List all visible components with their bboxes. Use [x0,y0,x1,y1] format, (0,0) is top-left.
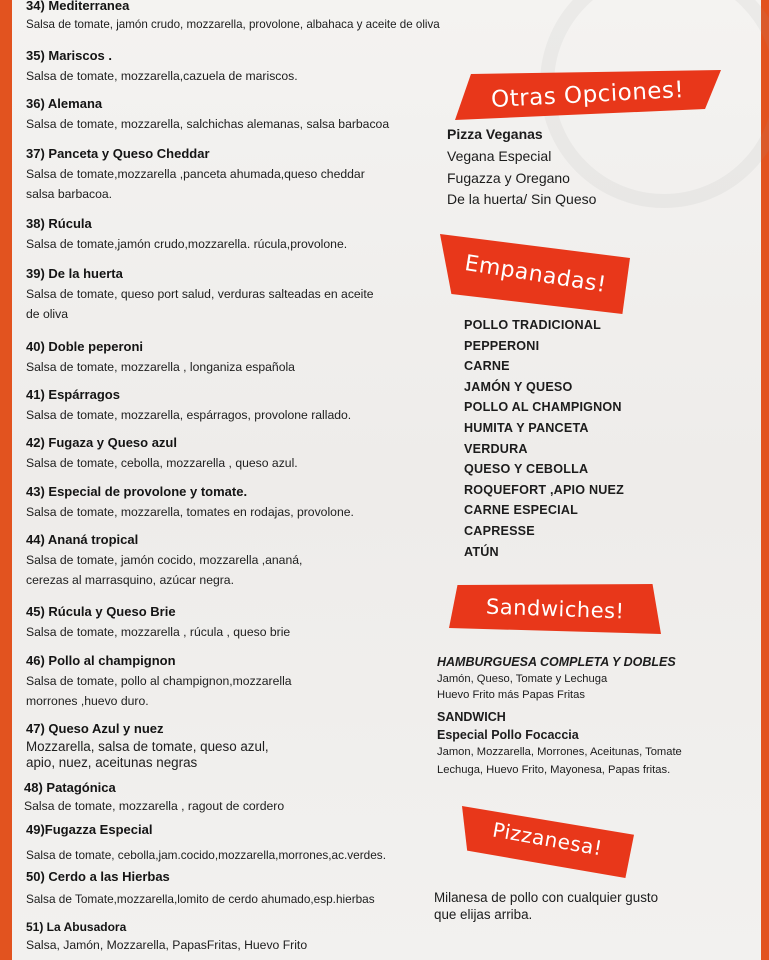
list-item: POLLO TRADICIONAL [464,318,602,332]
menu-item [26,146,365,201]
item-title: 40) Doble peperoni [26,339,144,354]
item-desc: Salsa de tomate, mozzarella, salchichas alemanas, salsa barbacoa [26,117,390,131]
sandwiches-banner [449,584,661,634]
item-desc: Salsa de tomate, mozzarella, espárragos, provolone rallado. [26,408,352,422]
burger-desc: Huevo Frito más Papas Fritas [437,689,585,701]
list-item: POLLO AL CHAMPIGNON [464,400,622,415]
list-item: HUMITA Y PANCETA [464,420,589,435]
banner-text: Sandwiches! [485,594,625,624]
sandwiches-section [437,655,682,778]
menu-item [26,484,354,519]
pizzanesa-line: Milanesa de pollo con cualquier gusto [434,890,659,905]
empanadas-list [464,318,624,565]
pizzanesa-line: que elijas arriba. [434,907,533,922]
item-desc: de oliva [26,307,69,321]
list-item: Vegana Especial [447,148,552,164]
vegan-heading: Pizza Veganas [447,126,543,142]
empanadas-banner [440,234,630,314]
menu-item [26,0,440,31]
item-title: 38) Rúcula [26,216,92,231]
item-title: 39) De la huerta [26,266,123,281]
list-item: QUESO Y CEBOLLA [464,462,589,477]
item-title: 50) Cerdo a las Hierbas [26,869,170,884]
item-desc: Salsa de tomate, mozzarella, tomates en rodajas, provolone. [26,505,354,519]
menu-item [26,387,351,422]
item-title: 45) Rúcula y Queso Brie [26,604,176,619]
menu-item [26,216,347,251]
pizzanesa-desc [434,889,658,923]
item-desc: Salsa, Jamón, Mozzarella, PapasFritas, Huevo Frito [26,938,308,952]
bleed-through-text [300,40,311,85]
menu-item [26,869,375,906]
menu-item [26,822,386,862]
item-title: 46) Pollo al champignon [26,653,176,668]
item-title: 48) Patagónica [24,780,116,795]
banner-text: Otras Opciones! [490,76,686,114]
list-item: CAPRESSE [464,523,535,538]
item-desc: Salsa de tomate, cebolla, mozzarella , queso azul. [26,456,298,470]
menu-item [26,920,307,952]
otras-opciones-banner [455,70,721,120]
item-desc: Mozzarella, salsa de tomate, queso azul, [26,739,269,754]
item-desc: apio, nuez, aceitunas negras [26,755,198,770]
item-title: 41) Espárragos [26,387,120,402]
list-item: De la huerta/ Sin Queso [447,191,597,207]
menu-item [26,532,302,587]
vegan-pizza-list [447,126,596,213]
pizzanesa-banner [462,806,634,878]
item-title: 34) Mediterranea [26,0,130,13]
item-desc: morrones ,huevo duro. [26,694,149,708]
sandwich-title: SANDWICH [437,710,506,724]
item-title: 36) Alemana [26,96,103,111]
list-item: ROQUEFORT ,APIO NUEZ [464,482,625,497]
item-desc: Salsa de tomate, jamón crudo, mozzarella, provolone, albahaca y aceite de oliva [26,18,440,31]
menu-item [26,266,374,321]
item-desc: Salsa de tomate, mozzarella , ragout de cordero [24,799,285,813]
item-title: 42) Fugaza y Queso azul [26,435,177,450]
list-item: ATÚN [464,544,499,559]
focaccia-desc: Lechuga, Huevo Frito, Mayonesa, Papas fritas. [437,764,671,776]
banner-text: Pizzanesa! [491,817,605,861]
item-title: 37) Panceta y Queso Cheddar [26,146,210,161]
item-title: 44) Ananá tropical [26,532,139,547]
list-item: CARNE [464,359,510,374]
item-desc: Salsa de tomate,mozzarella ,panceta ahumada,queso cheddar [26,167,365,181]
item-desc: Salsa de tomate,jamón crudo,mozzarella. rúcula,provolone. [26,237,348,251]
item-desc: Salsa de Tomate,mozzarella,lomito de cerdo ahumado,esp.hierbas [26,892,375,906]
item-title: 35) Mariscos . [26,48,112,63]
menu-item [24,780,284,813]
item-desc: Salsa de tomate, mozzarella , longaniza española [26,360,295,374]
item-desc: salsa barbacoa. [26,187,113,201]
menu-item [26,48,298,83]
item-desc: Salsa de tomate, mozzarella , rúcula , queso brie [26,625,291,639]
item-desc: Salsa de tomate, jamón cocido, mozzarella ,ananá, [26,553,303,567]
list-item: CARNE ESPECIAL [464,503,579,518]
list-item: Fugazza y Oregano [447,169,570,186]
menu-item [26,604,290,639]
burger-title: HAMBURGUESA COMPLETA Y DOBLES [437,655,676,669]
menu-item [26,721,269,770]
list-item: JAMÓN Y QUESO [464,379,573,394]
burger-desc: Jamón, Queso, Tomate y Lechuga [437,673,608,685]
focaccia-desc: Jamon, Mozzarella, Morrones, Aceitunas, Tomate [437,746,682,758]
item-desc: Salsa de tomate, queso port salud, verduras salteadas en aceite [26,287,374,301]
menu-item [26,435,298,470]
menu-item [26,96,389,131]
list-item: VERDURA [464,441,528,456]
banner-text: Empanadas! [462,250,608,298]
item-title: 51) La Abusadora [26,920,127,934]
left-border [0,0,12,960]
item-title: 43) Especial de provolone y tomate. [26,484,248,499]
item-title: 49)Fugazza Especial [26,822,153,837]
focaccia-title: Especial Pollo Focaccia [437,728,579,742]
menu-item [26,653,292,708]
list-item: PEPPERONI [464,338,540,353]
menu-item [26,339,295,374]
item-desc: Salsa de tomate, cebolla,jam.cocido,mozzarella,morrones,ac.verdes. [26,848,386,862]
item-title: 47) Queso Azul y nuez [26,721,164,736]
item-desc: Salsa de tomate, mozzarella,cazuela de mariscos. [26,69,298,83]
item-desc: cerezas al marrasquino, azúcar negra. [26,573,234,587]
item-desc: Salsa de tomate, pollo al champignon,mozzarella [26,674,292,688]
